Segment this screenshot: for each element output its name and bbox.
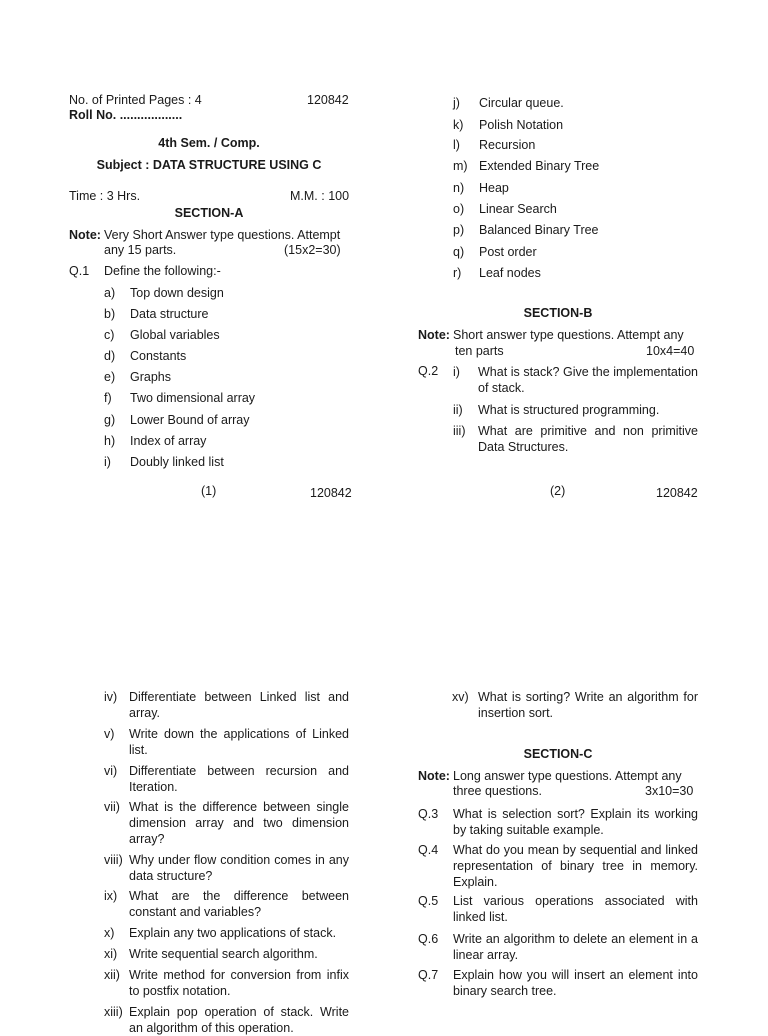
definition-item [104,369,349,385]
long-question [418,806,698,838]
definition-item [453,117,698,133]
q1-text: Define the following:- [104,264,221,278]
long-question [418,931,698,963]
section-a-heading: SECTION-A [174,206,244,220]
page-number: (1) [201,484,217,498]
item-text: What are the difference between constant and variables? [129,889,349,919]
item-label: xii) [104,968,120,982]
footer-code: 120842 [310,486,352,500]
item-text: Graphs [130,370,171,384]
note-marks: 3x10=30 [645,784,694,798]
item-label: viii) [104,853,123,867]
q1-label: Q.1 [69,264,90,278]
q2-item [104,726,349,758]
item-label: r) [453,266,462,280]
paper-code: 120842 [307,93,349,107]
item-label: iii) [453,424,466,438]
definition-item [453,180,698,196]
item-text: What are primitive and non primitive Data Structures. [478,424,698,454]
item-label: xi) [104,947,118,961]
item-text: Explain pop operation of stack. Write an algorithm of this operation. [129,1005,349,1035]
note-line-2: any 15 parts. [104,243,177,257]
item-label: o) [453,202,465,216]
definition-item [104,412,349,428]
item-text: Explain any two applications of stack. [129,926,337,940]
long-question [418,893,698,925]
q2-item-xv [452,689,698,721]
item-label: i) [104,455,111,469]
note-marks: 10x4=40 [646,344,695,358]
item-text: Write method for conversion from infix to postfix notation. [129,968,349,998]
long-question [418,842,698,890]
q2-item [453,364,698,396]
item-text: Recursion [479,138,536,152]
printed-pages: No. of Printed Pages : 4 [69,93,202,107]
item-text: Differentiate between recursion and Iteration. [129,764,349,794]
q2-item [104,799,349,847]
item-text: What is sorting? Write an algorithm for insertion sort. [478,690,698,720]
q2-item [104,967,349,999]
item-text: Explain how you will insert an element into binary search tree. [453,968,698,998]
item-text: Doubly linked list [130,455,224,469]
item-label: g) [104,413,116,427]
item-text: Polish Notation [479,118,564,132]
definition-item [453,95,698,111]
item-text: Write sequential search algorithm. [129,947,318,961]
item-text: Linear Search [479,202,557,216]
roll-no: Roll No. .................. [69,108,183,122]
section-c-heading: SECTION-C [523,747,593,761]
item-label: Q.7 [418,968,439,982]
item-text: What do you mean by sequential and linked representation of binary tree in memory. Explain. [453,843,698,889]
definition-item [453,244,698,260]
item-text: Circular queue. [479,96,564,110]
item-text: Lower Bound of array [130,413,250,427]
note-line-2: three questions. [453,784,542,798]
item-text: Post order [479,245,537,259]
item-text: What is structured programming. [478,403,660,417]
item-text: Top down design [130,286,224,300]
item-label: vii) [104,800,120,814]
q2-item [104,925,349,941]
item-label: d) [104,349,116,363]
q2-item [104,763,349,795]
item-label: a) [104,286,116,300]
item-label: c) [104,328,115,342]
item-label: iv) [104,690,118,704]
definition-item [104,306,349,322]
note-line-1: Very Short Answer type questions. Attempt [104,228,341,242]
item-label: f) [104,391,112,405]
note-marks: (15x2=30) [284,243,341,257]
item-label: b) [104,307,116,321]
item-label: l) [453,138,460,152]
definition-item [453,137,698,153]
definition-item [104,454,349,470]
item-text: Index of array [130,434,207,448]
item-label: q) [453,245,465,259]
item-label: e) [104,370,116,384]
q2-item [104,1004,349,1036]
definition-item [453,222,698,238]
definition-item [453,201,698,217]
page-number: (2) [550,484,566,498]
item-label: h) [104,434,116,448]
item-text: Extended Binary Tree [479,159,600,173]
note-line-1: Short answer type questions. Attempt any [453,328,684,342]
note-label: Note: [418,328,450,342]
note-label: Note: [69,228,101,242]
q2-item [104,946,349,962]
footer-code: 120842 [656,486,698,500]
item-text: What is stack? Give the implementation of stack. [478,365,698,395]
item-label: Q.6 [418,932,439,946]
item-text: List various operations associated with linked list. [453,894,698,924]
definition-item [104,348,349,364]
item-label: Q.4 [418,843,439,857]
q2-item [104,888,349,920]
item-label: n) [453,181,465,195]
item-text: Balanced Binary Tree [479,223,599,237]
item-label: Q.3 [418,807,439,821]
definition-item [104,327,349,343]
q2-item [104,689,349,721]
item-text: Write down the applications of Linked list. [129,727,349,757]
item-text: What is selection sort? Explain its working by taking suitable example. [453,807,698,837]
item-label: k) [453,118,464,132]
definition-item [104,433,349,449]
definition-item [104,285,349,301]
note-label: Note: [418,769,450,783]
item-label: xiii) [104,1005,123,1019]
item-text: What is the difference between single dimension array and two dimension array? [129,800,349,846]
item-label: xv) [452,690,469,704]
note-line-2: ten parts [455,344,504,358]
definition-item [453,265,698,281]
item-text: Constants [130,349,187,363]
item-label: v) [104,727,115,741]
item-label: Q.5 [418,894,439,908]
time: Time : 3 Hrs. [69,189,141,203]
q2-item [453,423,698,455]
item-label: vi) [104,764,118,778]
q2-item [104,852,349,884]
q2-label: Q.2 [418,364,439,378]
subject: Subject : DATA STRUCTURE USING C [96,158,322,172]
item-label: ii) [453,403,463,417]
item-label: x) [104,926,115,940]
item-text: Why under flow condition comes in any data structure? [129,853,349,883]
item-label: m) [453,159,468,173]
item-label: ix) [104,889,118,903]
item-label: p) [453,223,465,237]
section-b-heading: SECTION-B [523,306,593,320]
semester: 4th Sem. / Comp. [158,136,260,150]
note-line-1: Long answer type questions. Attempt any [453,769,682,783]
q2-item [453,402,698,418]
item-text: Two dimensional array [130,391,256,405]
item-label: i) [453,365,460,379]
item-text: Write an algorithm to delete an element in a linear array. [453,932,698,962]
definition-item [453,158,698,174]
item-text: Differentiate between Linked list and array. [129,690,349,720]
definition-item [104,390,349,406]
max-marks: M.M. : 100 [290,189,350,203]
item-text: Heap [479,181,509,195]
item-label: j) [453,96,460,110]
item-text: Leaf nodes [479,266,541,280]
item-text: Global variables [130,328,220,342]
long-question [418,967,698,999]
item-text: Data structure [130,307,209,321]
